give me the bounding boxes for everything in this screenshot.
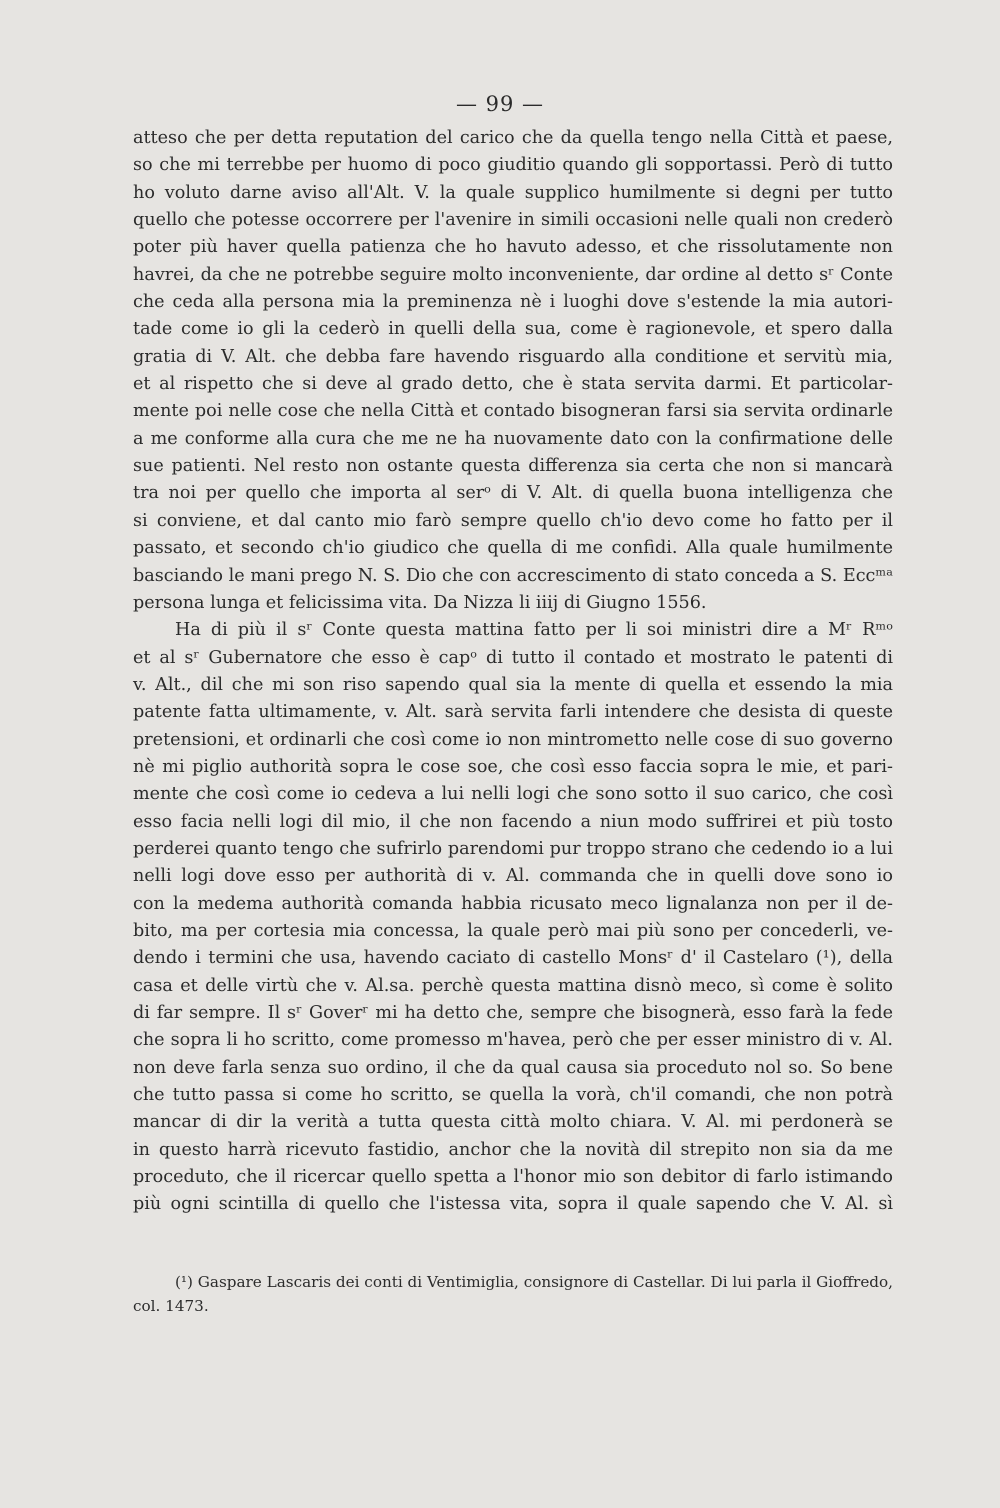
text-line: tade come io gli la cederò in quelli della sua, come è ragionevole, et spero dalla [133,319,893,340]
text-line: mente poi nelle cose che nella Città et contado bisogneran farsi sia servita ordinarle [133,401,893,422]
text-line: Ha di più il sʳ Conte questa mattina fatto per li soi ministri dire a Mʳ Rᵐᵒ [175,620,893,641]
text-line: mente che così come io cedeva a lui nelli logi che sono sotto il suo carico, che così [133,784,893,805]
text-line: più ogni scintilla di quello che l'istessa vita, sopra il quale sapendo che V. Al. sì [133,1194,893,1215]
text-line: di far sempre. Il sʳ Goverʳ mi ha detto che, sempre che bisognerà, esso farà la fede [133,1003,893,1023]
text-line: quello che potesse occorrere per l'avenire in simili occasioni nelle quali non crederò [133,210,893,231]
text-line: a me conforme alla cura che me ne ha nuovamente dato con la confirmatione delle [133,428,893,449]
text-line: poter più haver quella patienza che ho havuto adesso, et che rissolutamente non [133,237,893,258]
text-line: v. Alt., dil che mi son riso sapendo qual sia la mente di quella et essendo la mia [133,674,893,695]
text-line: bito, ma per cortesia mia concessa, la quale però mai più sono per concederli, ve- [133,920,893,941]
text-line: pretensioni, et ordinarli che così come io non mintrometto nelle cose di suo governo [133,729,893,750]
text-line: casa et delle virtù che v. Al.sa. perchè questa mattina disnò meco, sì come è solito [133,975,893,996]
footnote-line: col. 1473. [133,1297,209,1315]
text-line: patente fatta ultimamente, v. Alt. sarà servita farli intendere che desista di queste [133,702,893,723]
text-line: et al sʳ Gubernatore che esso è capᵒ di tutto il contado et mostrato le patenti di [133,647,893,668]
text-line: basciando le mani prego N. S. Dio che con accrescimento di stato conceda a S. Eccᵐᵃ [133,565,893,586]
text-line: con la medema authorità comanda habbia ricusato meco lignalanza non per il de- [133,893,893,914]
text-line: nelli logi dove esso per authorità di v. Al. commanda che in quelli dove sono io [133,866,893,887]
body-text [133,125,893,1219]
text-line: so che mi terrebbe per huomo di poco giuditio quando gli sopportassi. Però di tutto [133,155,893,176]
text-line: atteso che per detta reputation del carico che da quella tengo nella Città et paese, [133,128,893,148]
text-line: dendo i termini che usa, havendo caciato di castello Monsʳ d' il Castelaro (¹), della [133,948,893,969]
text-line: et al rispetto che si deve al grado detto, che è stata servita darmi. Et particolar- [133,374,893,395]
page-number: — 99 — [455,92,545,116]
text-line: che sopra li ho scritto, come promesso m'havea, però che per esser ministro di v. Al. [133,1030,893,1051]
text-line: che tutto passa si come ho scritto, se quella la vorà, ch'il comandi, che non potrà [133,1085,893,1106]
text-line: in questo harrà ricevuto fastidio, anchor che la novità dil strepito non sia da me [133,1139,893,1160]
text-line: persona lunga et felicissima vita. Da Nizza li iiij di Giugno 1556. [133,592,707,613]
text-line: nè mi piglio authorità sopra le cose soe, che così esso faccia sopra le mie, et pari- [133,756,893,777]
text-line: gratia di V. Alt. che debba fare havendo risguardo alla conditione et servitù mia, [133,346,893,367]
text-line: tra noi per quello che importa al serᵒ di V. Alt. di quella buona intelligenza che [133,483,893,504]
text-line: proceduto, che il ricercar quello spetta a l'honor mio son debitor di farlo istimando [133,1167,893,1188]
text-line: ho voluto darne aviso all'Alt. V. la quale supplico humilmente si degni per tutto [133,182,893,203]
footnote-line: (¹) Gaspare Lascaris dei conti di Ventimiglia, consignore di Castellar. Di lui parla il Gioffredo, [175,1273,893,1291]
text-line: passato, et secondo ch'io giudico che quella di me confidi. Alla quale humilmente [133,538,893,559]
text-line: perderei quanto tengo che sufrirlo parendomi pur troppo strano che cedendo io a lui [133,838,893,859]
text-line: non deve farla senza suo ordino, il che da qual causa sia proceduto nol so. So bene [133,1057,893,1078]
text-line: che ceda alla persona mia la preminenza nè i luoghi dove s'estende la mia autori- [133,292,893,313]
text-line: mancar di dir la verità a tutta questa città molto chiara. V. Al. mi perdonerà se [133,1112,893,1133]
text-line: esso facia nelli logi dil mio, il che non facendo a niun modo suffrirei et più tosto [133,811,893,832]
text-line: havrei, da che ne potrebbe seguire molto inconveniente, dar ordine al detto sʳ Conte [133,264,893,285]
text-line: si conviene, et dal canto mio farò sempre quello ch'io devo come ho fatto per il [133,510,893,531]
footnotes [133,1270,893,1318]
text-line: sue patienti. Nel resto non ostante questa differenza sia certa che non si mancarà [133,456,893,477]
